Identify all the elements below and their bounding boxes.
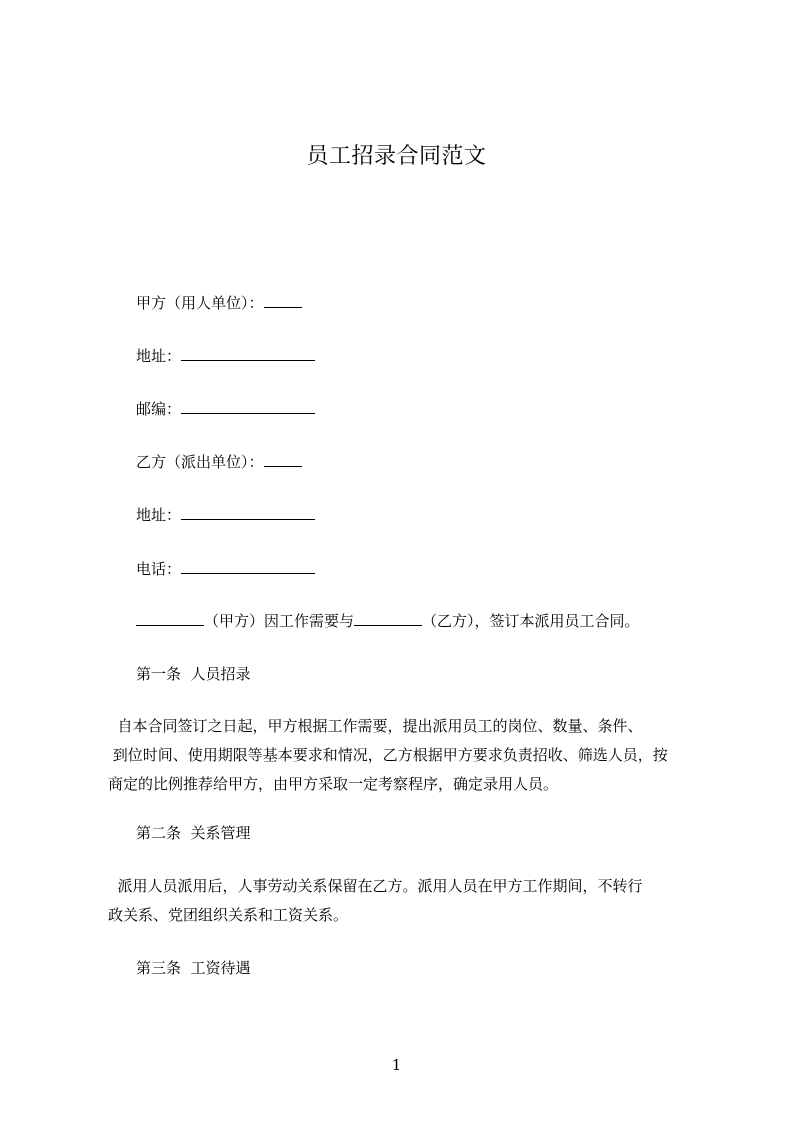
article-2-line: 政关系、党团组织关系和工资关系。 bbox=[108, 906, 349, 924]
intro-party-a-tag: （甲方）因工作需要与 bbox=[204, 612, 355, 630]
party-b-field bbox=[136, 452, 302, 472]
page-number: 1 bbox=[391, 1056, 402, 1074]
party-b-phone-field bbox=[136, 559, 315, 579]
article-2-body bbox=[108, 872, 703, 930]
article-1-line: 自本合同签订之日起，甲方根据工作需要，提出派用员工的岗位、数量、条件、 bbox=[108, 717, 643, 735]
party-b-phone-label: 电话： bbox=[136, 560, 182, 578]
party-b-address-blank bbox=[181, 505, 315, 520]
party-a-postcode-label: 邮编： bbox=[136, 400, 182, 418]
party-b-blank bbox=[264, 452, 302, 467]
article-1-heading: 第一条 人员招录 bbox=[136, 665, 251, 683]
article-1-line: 商定的比例推荐给甲方，由甲方采取一定考察程序，确定录用人员。 bbox=[108, 775, 559, 793]
article-3-heading: 第三条 工资待遇 bbox=[136, 959, 251, 977]
intro-party-b-blank bbox=[354, 611, 422, 626]
party-a-postcode-field bbox=[136, 399, 315, 419]
article-1-body bbox=[108, 712, 703, 799]
party-a-postcode-blank bbox=[181, 399, 315, 414]
party-a-address-blank bbox=[181, 346, 315, 361]
party-b-label: 乙方（派出单位）： bbox=[136, 453, 264, 471]
article-1-line: 到位时间、使用期限等基本要求和情况，乙方根据甲方要求负责招收、筛选人员，按 bbox=[108, 746, 668, 764]
party-b-address-field bbox=[136, 505, 315, 525]
party-b-address-label: 地址： bbox=[136, 506, 182, 524]
article-2-line: 派用人员派用后，人事劳动关系保留在乙方。派用人员在甲方工作期间，不转行 bbox=[108, 877, 643, 895]
article-2-heading: 第二条 关系管理 bbox=[136, 824, 251, 842]
intro-party-a-blank bbox=[136, 611, 204, 626]
party-a-blank bbox=[264, 293, 302, 308]
document-title: 员工招录合同范文 bbox=[306, 144, 487, 169]
party-a-address-field bbox=[136, 346, 315, 366]
party-a-field bbox=[136, 293, 302, 313]
party-a-label: 甲方（用人单位）： bbox=[136, 294, 264, 312]
party-b-phone-blank bbox=[181, 559, 315, 574]
party-a-address-label: 地址： bbox=[136, 347, 182, 365]
intro-sentence bbox=[136, 611, 640, 631]
intro-party-b-tag: （乙方），签订本派用员工合同。 bbox=[422, 612, 640, 630]
